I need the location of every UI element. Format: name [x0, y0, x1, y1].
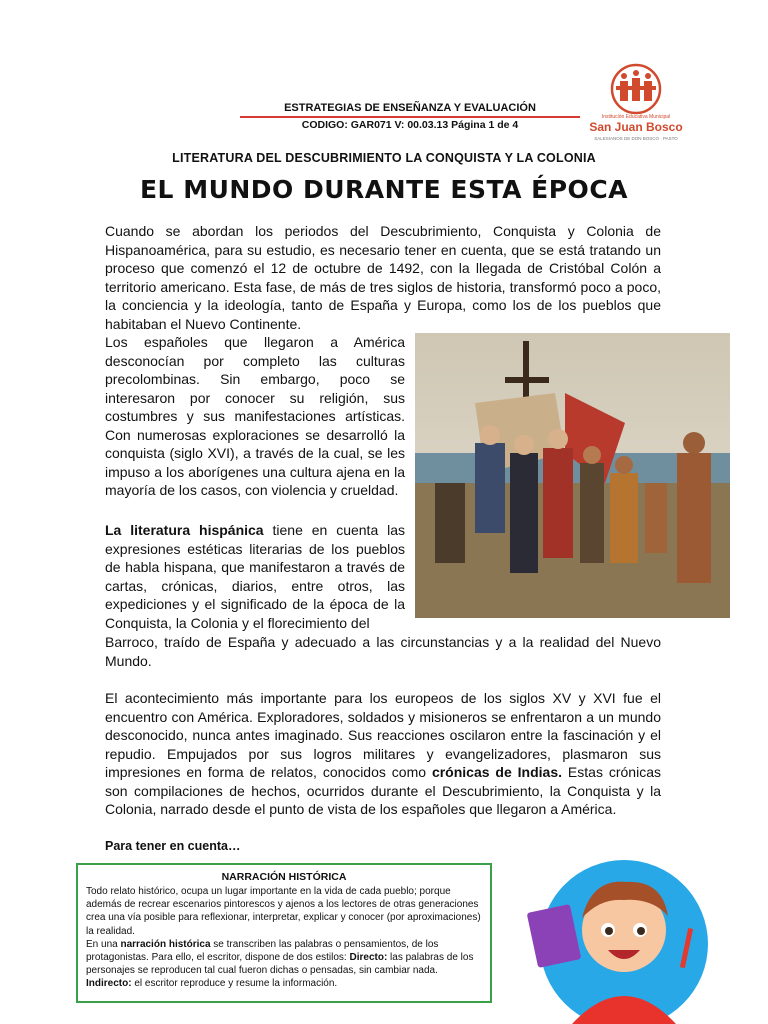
box-text-2 [86, 938, 482, 991]
logo-emblem-icon [584, 62, 688, 116]
school-logo [584, 62, 688, 146]
chronicles-term: crónicas de Indias. [431, 764, 563, 780]
logo-institution: Institución Educativa Municipal [601, 114, 671, 120]
box-term-narracion: narración histórica [120, 938, 211, 950]
chronicles-text-a: El acontecimiento más importante para los europeos de los siglos XV y XVI fue el encuentro con América. Exploradores, soldados y misioneros se enfrentaron a un mundo desconocido, nunca antes imaginado. Sus reacciones oscilaron entre la fascinación y el repudio. Empujados por sus logros militares y evangelizadores, plasmaron sus impresiones en forma de relatos, conocidos como [105, 690, 661, 780]
header-code: CODIGO: GAR071 V: 00.03.13 Página 1 de 4 [301, 119, 519, 131]
document-header [240, 102, 580, 131]
box-text-2a: En una [86, 938, 121, 950]
historical-narration-box [76, 863, 492, 1003]
document-subtitle: LITERATURA DEL DESCUBRIMIENTO LA CONQUISTA Y LA COLONIA [172, 151, 596, 165]
box-text-directo: las palabras de los personajes se reproducen tal cual fueron dichas o pensadas, sin cambiar nada. [86, 952, 474, 977]
logo-school-name: San Juan Bosco [589, 120, 683, 134]
hispanic-literature-paragraph [105, 521, 405, 632]
document-title: EL MUNDO DURANTE ESTA ÉPOCA [139, 175, 629, 204]
hispanic-literature-text: tiene en cuenta las expresiones estéticas literarias de los pueblos de habla hispana, que manifestaron a través de cartas, crónicas, diarios, entre otros, las expediciones y el significado de la época de la Conquista, la Colonia y el florecimiento del [105, 522, 406, 631]
box-term-directo: Directo: [349, 952, 388, 964]
header-divider [240, 116, 580, 118]
columbus-landing-painting [415, 333, 730, 618]
box-text-1: Todo relato histórico, ocupa un lugar importante en la vida de cada pueblo; porque además de recrear escenarios pintorescos y ajenos a los lectores de otras generaciones crea una vía posible para reflexionar, interpretar, explicar y conocer (por aproximaciones) la realidad. [86, 886, 481, 937]
box-text-2b: se transcriben las palabras o pensamientos, de los protagonistas. Para ello, el escritor, dispone de dos estilos: [86, 938, 439, 964]
chronicles-paragraph [105, 689, 661, 819]
box-text-indirecto: el escritor reproduce y resume la información. [131, 978, 338, 990]
header-title: ESTRATEGIAS DE ENSEÑANZA Y EVALUACIÓN [284, 102, 536, 114]
note-heading: Para tener en cuenta… [105, 839, 241, 853]
kid-with-book-illustration [512, 848, 712, 1024]
spaniards-paragraph: Los españoles que llegaron a América desconocían por completo las culturas precolombinas. Sin embargo, poco se interesaron por conocer su religión, sus costumbres y sus manifestaciones artísticas. Con numerosas exploraciones se desarrolló la conquista (siglo XVI), a través de la cual, se les impuso a los aborígenes una cultura ajena en la mayoría de los casos, con violencia y crueldad. [105, 334, 405, 498]
box-term-indirecto: Indirecto: [86, 978, 132, 990]
logo-tagline: SALESIANOS DE DON BOSCO · PASTO [594, 136, 678, 141]
baroque-paragraph: Barroco, traído de España y adecuado a las circunstancias y a la realidad del Nuevo Mundo. [105, 634, 661, 669]
hispanic-literature-term: La literatura hispánica [105, 522, 264, 538]
chronicles-text-b: Estas crónicas son compilaciones de hechos, ocurridos durante el Descubrimiento, la Conquista y la Colonia, narrado desde el punto de vista de los españoles que llegaron a América. [105, 764, 661, 817]
intro-paragraph: Cuando se abordan los periodos del Descubrimiento, Conquista y Colonia de Hispanoamérica, para su estudio, es necesario tener en cuenta, que se está tratando un proceso que comenzó el 12 de octubre de 1492, con la llegada de Cristóbal Colón a territorio americano. Esta fase, de más de tres siglos de historia, transformó poco a poco, la conciencia y la ideología, tanto de España y Europa, como los de los pueblos que habitaban el Nuevo Continente. [105, 223, 661, 332]
box-title: NARRACIÓN HISTÓRICA [221, 871, 347, 883]
